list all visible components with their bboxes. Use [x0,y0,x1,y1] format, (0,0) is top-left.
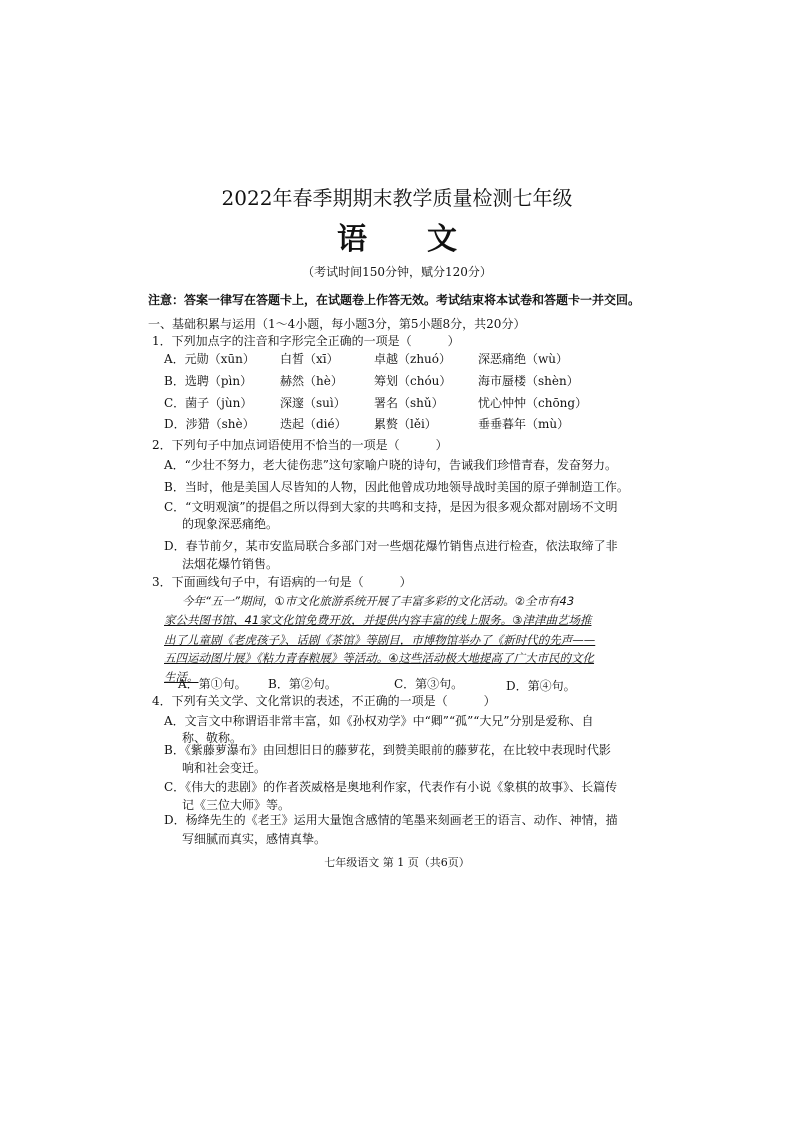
q1-row-a-2: 白皙（xī） [280,352,339,366]
q3-option-a: A．第①句。 [178,677,247,691]
q1-row-b-1: B．选聘（pìn） [164,374,253,388]
q4-option-c-cont: 记《三位大师》等。 [182,798,291,812]
page-footer: 七年级语文 第 1 页（共6页） [324,856,470,869]
q4-option-d-cont: 写细腻而真实，感情真挚。 [182,832,327,846]
q1-row-b-4: 海市蜃楼（shèn） [478,374,579,388]
q1-row-d-1: D．涉猎（shè） [164,417,255,431]
q2-stem: 2．下列句子中加点词语使用不恰当的一项是（ ） [152,438,448,452]
q4-option-a: A．文言文中称谓语非常丰富，如《孙权劝学》中“卿”“孤”“大兄”分别是爱称、自 [164,714,594,728]
q4-option-b: B．《紫藤萝瀑布》由回想旧日的藤萝花，到赞美眼前的藤萝花，在比较中表现时代影 [164,743,611,757]
q1-row-b-2: 赫然（hè） [280,374,343,388]
q4-stem: 4．下列有关文学、文化常识的表述，不正确的一项是（ ） [152,694,496,708]
q3-passage-line-4: 五四运动图片展》《粘力青春粮展》等活动。④这些活动极大地提高了广大市民的文化 [164,651,595,665]
q3-passage-line-1: 今年“五一”期间，①市文化旅游系统开展了丰富多彩的文化活动。②全市有43 [182,594,575,608]
q1-row-c-1: C．菌子（jùn） [164,396,253,410]
q1-row-a-1: A．元勋（xūn） [164,352,255,366]
q2-option-c: C．“文明观演”的提倡之所以得到大家的共鸣和支持，是因为很多观众都对剧场不文明 [164,500,618,514]
q1-row-b-3: 筹划（chóu） [374,374,452,388]
q1-stem: 1．下列加点字的注音和字形完全正确的一项是（ ） [152,334,460,348]
q3-option-d: D．第④句。 [506,679,576,693]
q2-option-d: D．春节前夕，某市安监局联合多部门对一些烟花爆竹销售点进行检查，依法取缔了非 [164,539,618,553]
q2-option-d-cont: 法烟花爆竹销售。 [182,557,279,571]
q3-passage-line-5: 生活。 [164,670,199,684]
q3-passage-line-2: 家公共图书馆、41家文化馆免费开放，并提供内容丰富的线上服务。③津津曲艺场推 [164,613,592,627]
exam-info: （考试时间150分钟，赋分120分） [302,265,492,279]
section-title: 一、基础积累与运用（1～4小题，每小题3分，第5小题8分，共20分） [148,317,526,331]
notice: 注意：答案一律写在答题卡上，在试题卷上作答无效。考试结束将本试卷和答题卡一并交回。 [148,293,641,307]
q2-option-b: B．当时，他是美国人尽皆知的人物，因此他曾成功地领导战时美国的原子弹制造工作。 [164,480,629,494]
q4-option-a-cont: 称、敬称。 [182,731,243,745]
q1-row-c-3: 署名（shǔ） [374,396,444,410]
exam-title: 2022年春季期期末教学质量检测七年级 [221,186,573,210]
subject-title: 语文 [337,222,517,257]
q1-row-d-2: 迭起（dié） [280,417,347,431]
q2-option-a: A．“少壮不努力，老大徒伤悲”这句家喻户晓的诗句，告诫我们珍惜青春，发奋努力。 [164,458,617,472]
q3-passage-line-3: 出了儿童剧《老虎孩子》、话剧《茶馆》等剧目，市博物馆举办了《新时代的先声—— [164,633,596,647]
q3-option-b: B．第②句。 [268,677,337,691]
q1-row-c-2: 深邃（suì） [280,396,346,410]
q2-option-c-cont: 的现象深恶痛绝。 [182,517,279,531]
q1-row-a-3: 卓越（zhuó） [374,352,452,366]
q1-row-c-4: 忧心忡忡（chōng） [478,396,588,410]
q1-row-d-4: 垂垂暮年（mù） [478,417,570,431]
q3-option-c: C．第③句。 [394,677,464,691]
q1-row-d-3: 累赘（lěi） [374,417,437,431]
q4-option-d: D．杨绛先生的《老王》运用大量饱含感情的笔墨来刻画老王的语言、动作、神情，描 [164,813,618,827]
q4-option-b-cont: 响和社会变迁。 [182,761,267,775]
q4-option-c: C．《伟大的悲剧》的作者茨威格是奥地利作家，代表作有小说《象棋的故事》、长篇传 [164,780,618,794]
q3-stem: 3．下面画线句子中，有语病的一句是（ ） [152,575,412,589]
q1-row-a-4: 深恶痛绝（wù） [478,352,569,366]
